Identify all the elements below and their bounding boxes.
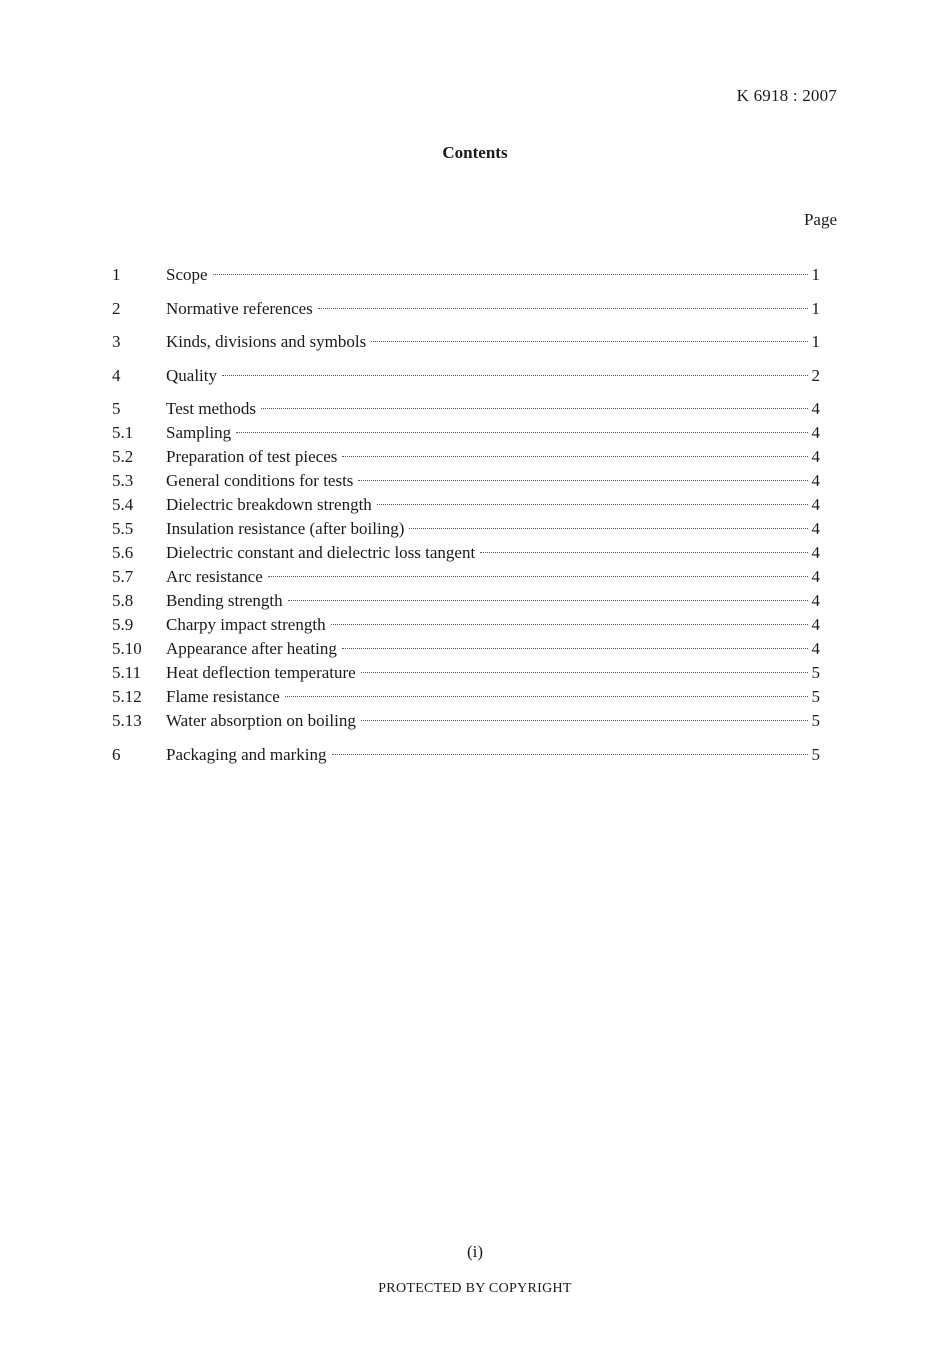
toc-entry-number: 5.2 xyxy=(112,447,134,466)
dot-leader xyxy=(361,720,808,721)
toc-entry-page: 5 xyxy=(811,663,820,682)
dot-leader xyxy=(331,624,808,625)
dot-leader xyxy=(358,480,808,481)
toc-entry[interactable] xyxy=(112,637,820,661)
toc-entry-title: Kinds, divisions and symbols xyxy=(166,332,367,351)
toc-entry[interactable] xyxy=(112,541,820,565)
toc-entry-page: 1 xyxy=(811,298,820,318)
dot-leader xyxy=(236,432,808,433)
dot-leader xyxy=(285,696,808,697)
toc-entry-number: 1 xyxy=(112,265,121,284)
dot-leader xyxy=(409,528,808,529)
toc-entry[interactable] xyxy=(112,469,820,493)
toc-entry-number: 5.8 xyxy=(112,591,134,610)
dot-leader xyxy=(342,456,808,457)
toc-entry-title: Water absorption on boiling xyxy=(166,711,356,730)
toc-entry-number: 5.4 xyxy=(112,495,134,514)
toc-entry-page: 4 xyxy=(811,615,820,634)
toc-entry[interactable] xyxy=(112,709,820,733)
toc-entry[interactable] xyxy=(112,517,820,541)
toc-entry-page: 5 xyxy=(811,744,820,764)
toc-entry-page: 4 xyxy=(811,639,820,658)
toc-entry-page: 4 xyxy=(811,399,820,418)
toc-entry-title: Appearance after heating xyxy=(166,639,337,658)
toc-entry-title: Insulation resistance (after boiling) xyxy=(166,519,405,538)
toc-entry-number: 5.5 xyxy=(112,519,134,538)
toc-entry[interactable] xyxy=(112,421,820,445)
toc-entry-number: 5.13 xyxy=(112,711,142,730)
footer-page-number: (i) xyxy=(466,1242,484,1261)
dot-leader xyxy=(222,375,808,376)
toc-entry-number: 5.11 xyxy=(112,663,142,682)
toc-entry-title: Packaging and marking xyxy=(166,744,327,764)
toc-entry-page: 4 xyxy=(811,567,820,586)
toc-entry-number: 2 xyxy=(112,298,121,318)
toc-entry-page: 4 xyxy=(811,591,820,610)
toc-entry[interactable] xyxy=(112,661,820,685)
toc-entry-title: Normative references xyxy=(166,298,313,318)
toc-entry-number: 6 xyxy=(112,744,121,764)
toc-entry-number: 5.3 xyxy=(112,471,134,490)
toc-entry-number: 3 xyxy=(112,332,121,351)
toc-entry-page: 1 xyxy=(811,265,820,284)
toc-entry-number: 5.6 xyxy=(112,543,134,562)
dot-leader xyxy=(318,308,808,309)
toc-entry-page: 4 xyxy=(811,495,820,514)
toc-entry[interactable] xyxy=(112,445,820,469)
dot-leader xyxy=(371,341,808,342)
toc-entry-title: Test methods xyxy=(166,399,256,418)
toc-entry-page: 4 xyxy=(811,543,820,562)
toc-entry-title: Scope xyxy=(166,265,208,284)
toc-entry-number: 5.12 xyxy=(112,687,142,706)
toc-entry[interactable] xyxy=(112,685,820,709)
toc-entry[interactable] xyxy=(112,297,820,321)
toc-entry-number: 4 xyxy=(112,365,121,385)
toc-entry-title: Preparation of test pieces xyxy=(166,447,338,466)
dot-leader xyxy=(288,600,808,601)
toc-entry-page: 4 xyxy=(811,471,820,490)
copyright-notice: PROTECTED BY COPYRIGHT xyxy=(378,1281,572,1296)
toc-entry[interactable] xyxy=(112,263,820,287)
toc-entry-page: 5 xyxy=(811,711,820,730)
page-column-label: Page xyxy=(803,210,837,229)
dot-leader xyxy=(361,672,808,673)
dot-leader xyxy=(213,274,808,275)
toc-entry-title: Dielectric constant and dielectric loss tangent xyxy=(166,543,476,562)
dot-leader xyxy=(342,648,808,649)
dot-leader xyxy=(480,552,808,553)
page-title: Contents xyxy=(442,143,508,162)
toc-entry-title: Arc resistance xyxy=(166,567,263,586)
toc-entry-title: Bending strength xyxy=(166,591,283,610)
toc-entry[interactable] xyxy=(112,589,820,613)
toc-entry[interactable] xyxy=(112,565,820,589)
toc-entry-title: Sampling xyxy=(166,423,232,442)
toc-entry-number: 5 xyxy=(112,399,121,418)
toc-entry-page: 2 xyxy=(811,365,820,385)
table-of-contents xyxy=(112,263,820,767)
toc-entry-page: 4 xyxy=(811,519,820,538)
toc-entry-page: 5 xyxy=(811,687,820,706)
toc-entry[interactable] xyxy=(112,493,820,517)
toc-entry-page: 1 xyxy=(811,332,820,351)
toc-entry[interactable] xyxy=(112,613,820,637)
toc-entry-title: Heat deflection temperature xyxy=(166,663,356,682)
document-id: K 6918 : 2007 xyxy=(736,86,837,105)
toc-entry-title: Flame resistance xyxy=(166,687,280,706)
toc-entry-number: 5.1 xyxy=(112,423,134,442)
toc-entry-page: 4 xyxy=(811,447,820,466)
toc-entry[interactable] xyxy=(112,364,820,388)
toc-entry-title: Charpy impact strength xyxy=(166,615,326,634)
dot-leader xyxy=(268,576,808,577)
toc-entry-title: Dielectric breakdown strength xyxy=(166,495,372,514)
toc-entry-title: General conditions for tests xyxy=(166,471,354,490)
toc-entry-title: Quality xyxy=(166,365,217,385)
toc-entry[interactable] xyxy=(112,743,820,767)
toc-entry-page: 4 xyxy=(811,423,820,442)
dot-leader xyxy=(377,504,808,505)
dot-leader xyxy=(332,754,808,755)
toc-entry-number: 5.10 xyxy=(112,639,142,658)
toc-entry[interactable] xyxy=(112,330,820,354)
toc-entry-number: 5.7 xyxy=(112,567,134,586)
toc-entry-number: 5.9 xyxy=(112,615,134,634)
dot-leader xyxy=(261,408,808,409)
toc-entry[interactable] xyxy=(112,397,820,421)
